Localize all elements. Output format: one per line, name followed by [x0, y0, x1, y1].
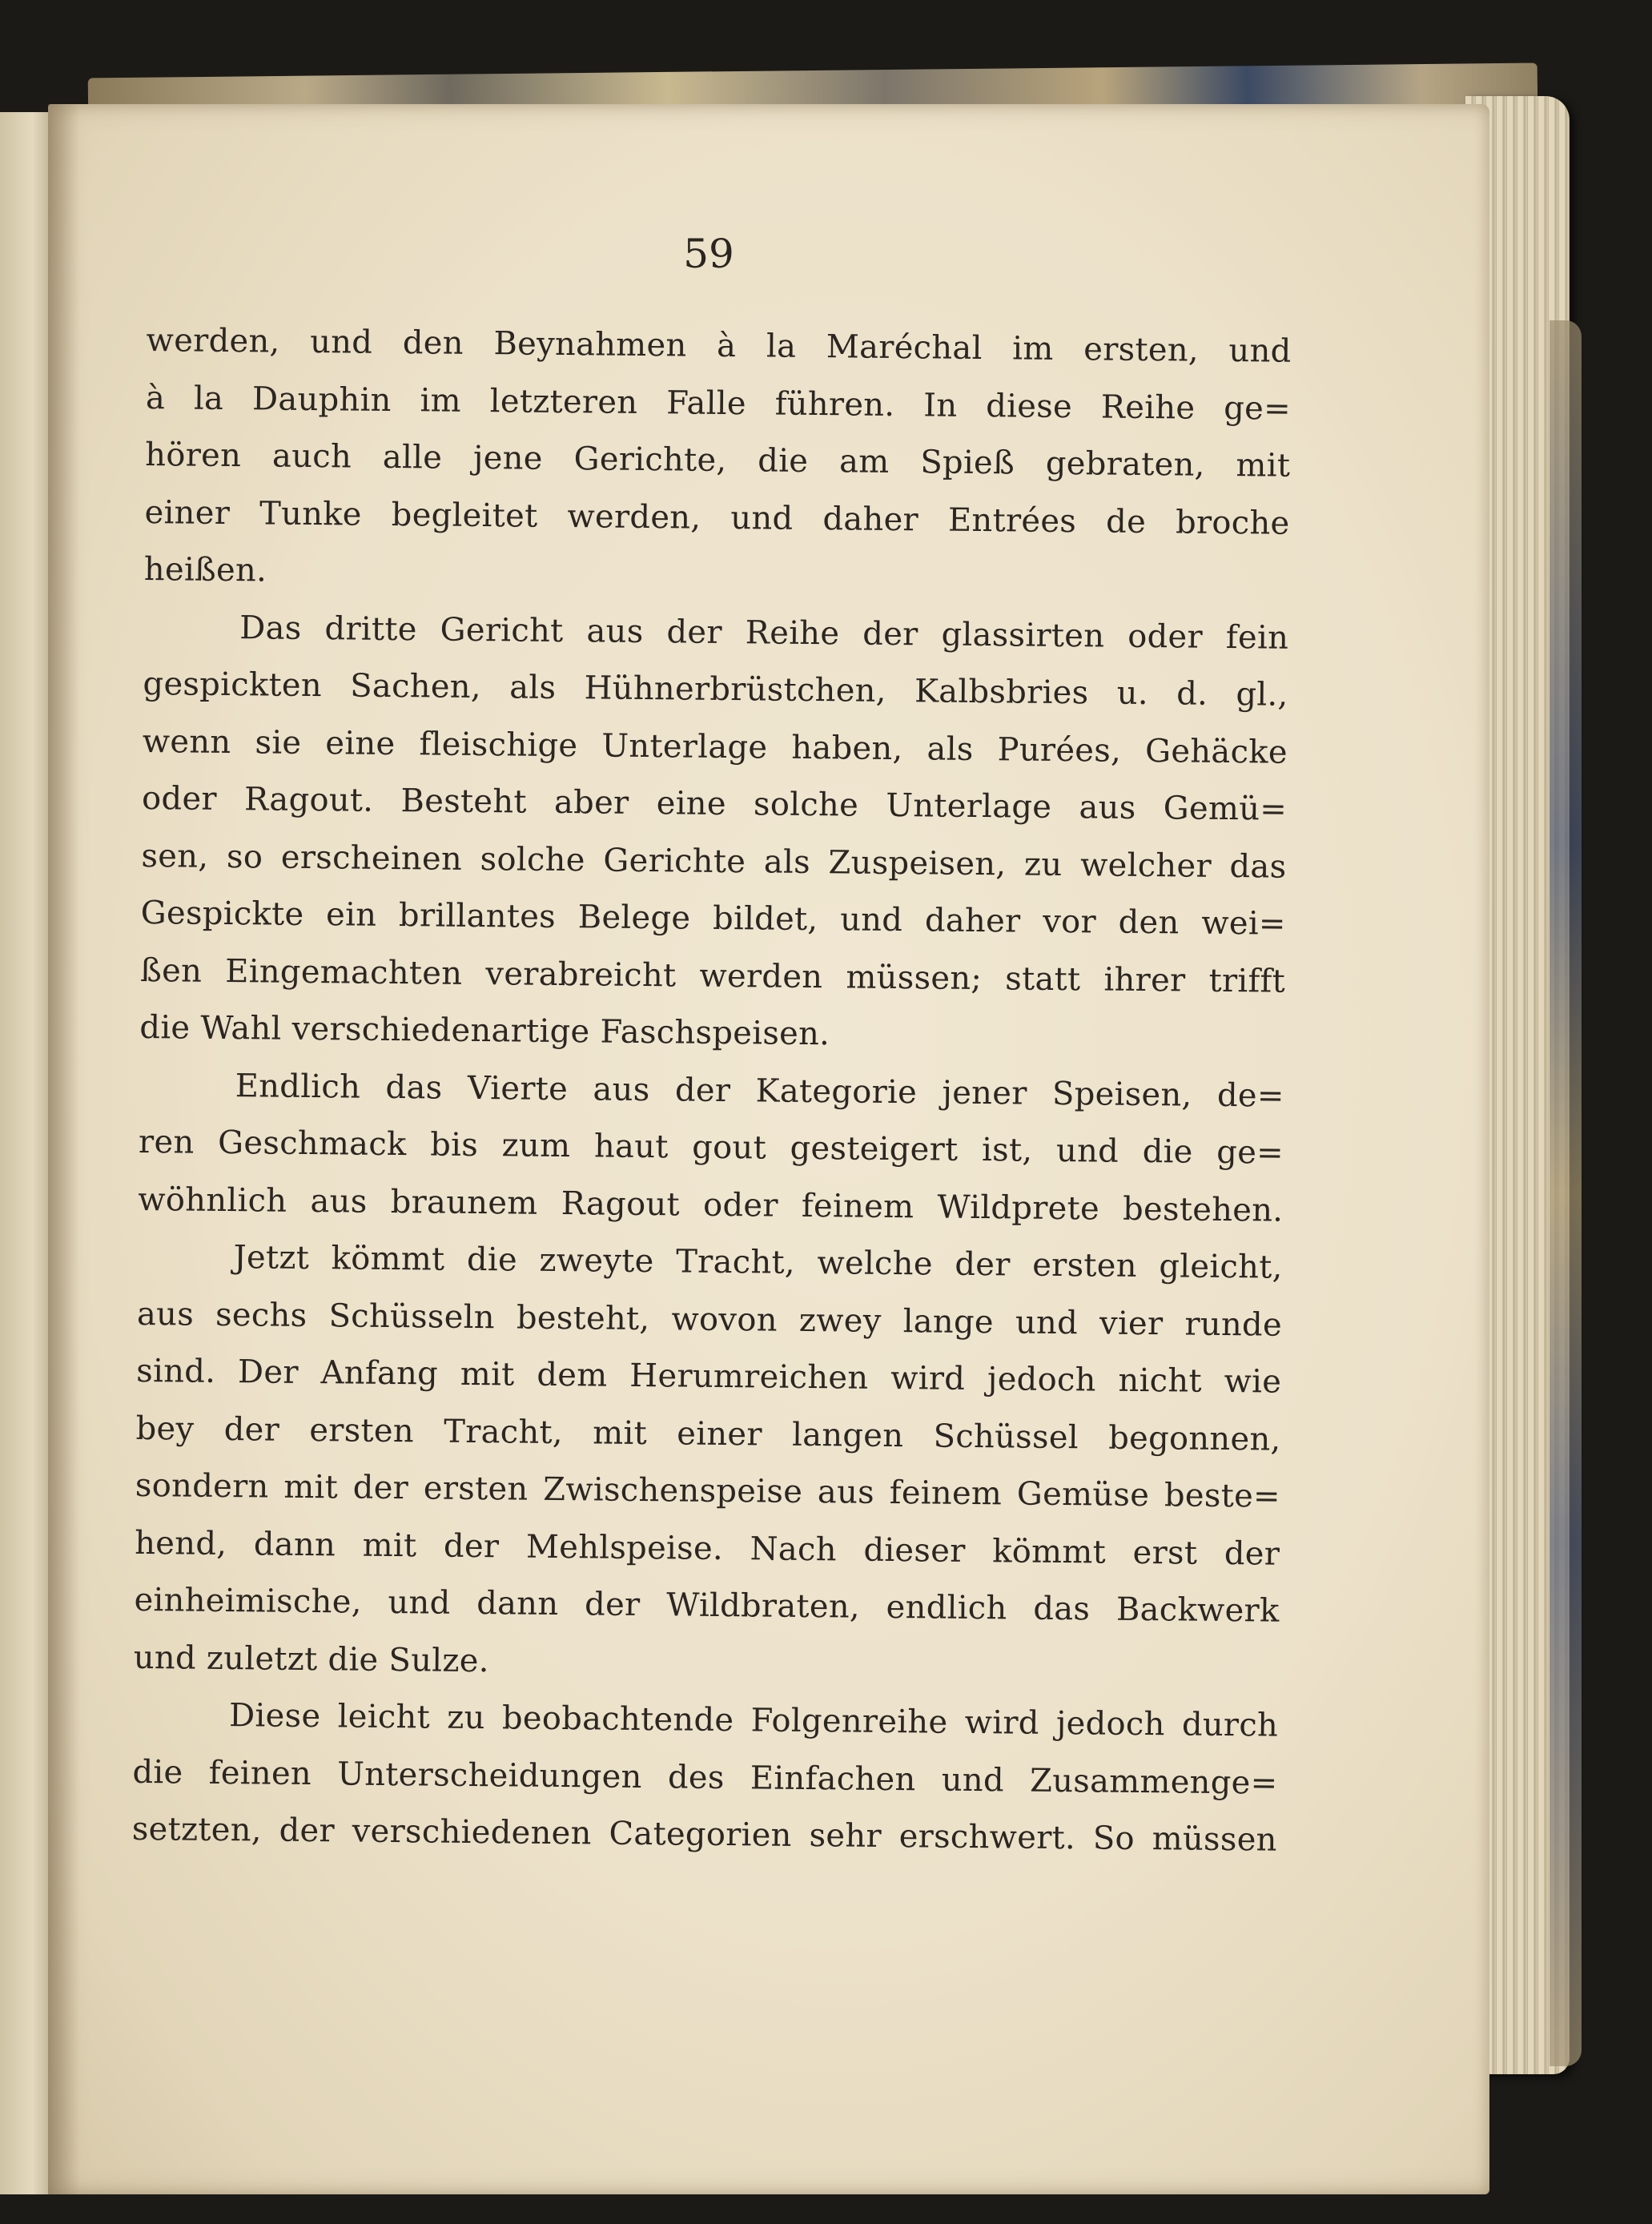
marbled-edge [1550, 320, 1582, 2066]
text-line: Gespickte ein brillantes Belege bildet, und daher vor den wei= [140, 894, 1286, 943]
text-line: werden, und den Beynahmen à la Maréchal im ersten, und [146, 321, 1292, 370]
text-line: Endlich das Vierte aus der Kategorie jener Speisen, de= [235, 1067, 1284, 1115]
text-line: hend, dann mit der Mehlspeise. Nach dieser kömmt erst der [135, 1524, 1280, 1573]
text-line: hören auch alle jene Gerichte, die am Spieß gebraten, mit [145, 436, 1291, 485]
text-line: sind. Der Anfang mit dem Herumreichen wird jedoch nicht wie [136, 1352, 1282, 1401]
text-line: setzten, der verschiedenen Categorien sehr erschwert. So müssen [131, 1810, 1277, 1859]
facing-page-edge [0, 112, 54, 2194]
text-line: sen, so erscheinen solche Gerichte als Zuspeisen, zu welcher das [141, 837, 1287, 886]
text-line: à la Dauphin im letzteren Falle führen. In diese Reihe ge= [145, 379, 1292, 428]
text-line: ßen Eingemachten verabreicht werden müssen; statt ihrer trifft [139, 951, 1286, 1000]
text-line: gespickten Sachen, als Hühnerbrüstchen, Kalbsbries u. d. gl., [143, 665, 1288, 714]
gutter-shadow [48, 104, 80, 2194]
text-line: die feinen Unterscheidungen des Einfachen und Zusammenge= [132, 1753, 1278, 1802]
text-line: sondern mit der ersten Zwischenspeise aus feinem Gemüse beste= [135, 1466, 1281, 1515]
text-line: Jetzt kömmt die zweyte Tracht, welche der ersten gleicht, [233, 1239, 1283, 1286]
text-line: einheimische, und dann der Wildbraten, endlich das Backwerk [134, 1581, 1280, 1630]
text-line: aus sechs Schüsseln besteht, wovon zwey lange und vier runde [136, 1295, 1283, 1344]
text-line: heißen. [143, 550, 267, 589]
text-line: und zuletzt die Sulze. [133, 1639, 489, 1679]
text-line: wöhnlich aus braunem Ragout oder feinem Wildprete bestehen. [138, 1180, 1284, 1229]
text-line: bey der ersten Tracht, mit einer langen Schüssel begonnen, [135, 1410, 1281, 1458]
text-line: die Wahl verschiedenartige Faschspeisen. [139, 1008, 830, 1053]
body-text [131, 312, 1291, 1869]
text-line: Diese leicht zu beobachtende Folgenreihe wird jedoch durch [228, 1697, 1279, 1744]
text-line: einer Tunke begleitet werden, und daher Entrées de broche [144, 493, 1290, 542]
text-line: ren Geschmack bis zum haut gout gesteigert ist, und die ge= [138, 1123, 1284, 1172]
text-line: wenn sie eine fleischige Unterlage haben, als Purées, Gehäcke [142, 722, 1288, 771]
text-line: Das dritte Gericht aus der Reihe der glassirten oder fein [239, 609, 1289, 657]
page-number: 59 [683, 231, 734, 277]
text-line: oder Ragout. Besteht aber eine solche Unterlage aus Gemü= [141, 779, 1288, 828]
